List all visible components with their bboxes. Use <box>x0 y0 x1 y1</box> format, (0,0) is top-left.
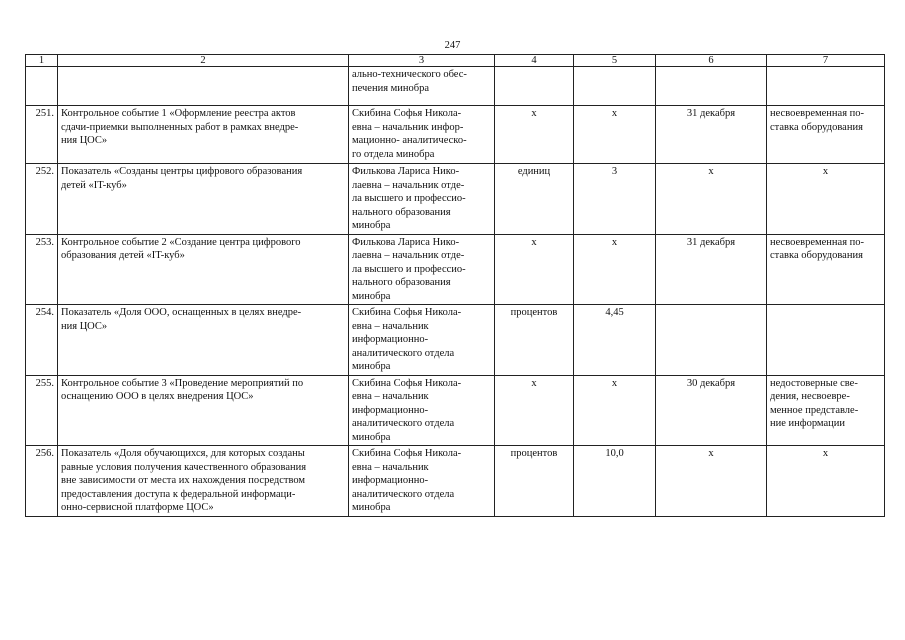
plan-table <box>25 54 885 517</box>
table-row <box>26 234 885 305</box>
row-risk: х <box>767 446 885 517</box>
row-number: 253. <box>26 234 58 305</box>
row-number: 255. <box>26 375 58 446</box>
row-unit: единиц <box>495 164 574 235</box>
row-name: Контрольное событие 2 «Создание центра цифрового образования детей «IT-куб» <box>58 234 349 305</box>
column-header: 3 <box>349 55 495 67</box>
row-risk <box>767 67 885 106</box>
row-unit: х <box>495 234 574 305</box>
row-responsible: Скибина Софья Никола- евна – начальник информационно- аналитического отдела минобра <box>349 305 495 376</box>
page-number: 247 <box>444 40 461 51</box>
row-name: Контрольное событие 3 «Проведение мероприятий по оснащению ООО в целях внедрения ЦОС» <box>58 375 349 446</box>
row-responsible: ально-технического обес- печения минобра <box>349 67 495 106</box>
row-number <box>26 67 58 106</box>
row-unit <box>495 67 574 106</box>
row-number: 252. <box>26 164 58 235</box>
column-numbers-row <box>26 55 885 67</box>
table-row <box>26 375 885 446</box>
row-responsible: Скибина Софья Никола- евна – начальник инфор- мационно- аналитическо- го отдела минобра <box>349 106 495 164</box>
table-row <box>26 446 885 517</box>
row-unit: х <box>495 106 574 164</box>
row-deadline: 31 декабря <box>656 234 767 305</box>
column-header: 4 <box>495 55 574 67</box>
table-row <box>26 106 885 164</box>
row-name <box>58 67 349 106</box>
column-header: 2 <box>58 55 349 67</box>
table-row <box>26 164 885 235</box>
row-number: 254. <box>26 305 58 376</box>
row-deadline: х <box>656 164 767 235</box>
row-number: 251. <box>26 106 58 164</box>
row-deadline: 30 декабря <box>656 375 767 446</box>
row-responsible: Филькова Лариса Нико- лаевна – начальник отде- ла высшего и профессио- нального образования минобра <box>349 164 495 235</box>
row-name: Показатель «Доля ООО, оснащенных в целях внедре- ния ЦОС» <box>58 305 349 376</box>
row-name: Контрольное событие 1 «Оформление реестра актов сдачи-приемки выполненных работ в рамках внедре- ния ЦОС» <box>58 106 349 164</box>
table-row <box>26 305 885 376</box>
row-name: Показатель «Созданы центры цифрового образования детей «IT-куб» <box>58 164 349 235</box>
row-number: 256. <box>26 446 58 517</box>
row-value: 3 <box>574 164 656 235</box>
row-unit: процентов <box>495 305 574 376</box>
row-value: х <box>574 106 656 164</box>
row-unit: х <box>495 375 574 446</box>
row-deadline <box>656 305 767 376</box>
column-header: 5 <box>574 55 656 67</box>
row-risk: недостоверные све- дения, несвоевре- менное представле- ние информации <box>767 375 885 446</box>
row-risk: несвоевременная по- ставка оборудования <box>767 106 885 164</box>
column-header: 1 <box>26 55 58 67</box>
row-value: 4,45 <box>574 305 656 376</box>
row-value <box>574 67 656 106</box>
row-responsible: Скибина Софья Никола- евна – начальник информационно- аналитического отдела минобра <box>349 446 495 517</box>
row-value: х <box>574 234 656 305</box>
row-deadline <box>656 67 767 106</box>
row-risk: несвоевременная по- ставка оборудования <box>767 234 885 305</box>
row-name: Показатель «Доля обучающихся, для которых созданы равные условия получения качественного образования вне зависимости от места их нахождения посредством предоставления доступа к федеральной информаци- онно-сервисной платформе ЦОС» <box>58 446 349 517</box>
column-header: 7 <box>767 55 885 67</box>
row-responsible: Филькова Лариса Нико- лаевна – начальник отде- ла высшего и профессио- нального образования минобра <box>349 234 495 305</box>
row-deadline: х <box>656 446 767 517</box>
row-deadline: 31 декабря <box>656 106 767 164</box>
row-risk <box>767 305 885 376</box>
row-value: х <box>574 375 656 446</box>
row-value: 10,0 <box>574 446 656 517</box>
column-header: 6 <box>656 55 767 67</box>
row-responsible: Скибина Софья Никола- евна – начальник информационно- аналитического отдела минобра <box>349 375 495 446</box>
table-row <box>26 67 885 106</box>
row-risk: х <box>767 164 885 235</box>
row-unit: процентов <box>495 446 574 517</box>
